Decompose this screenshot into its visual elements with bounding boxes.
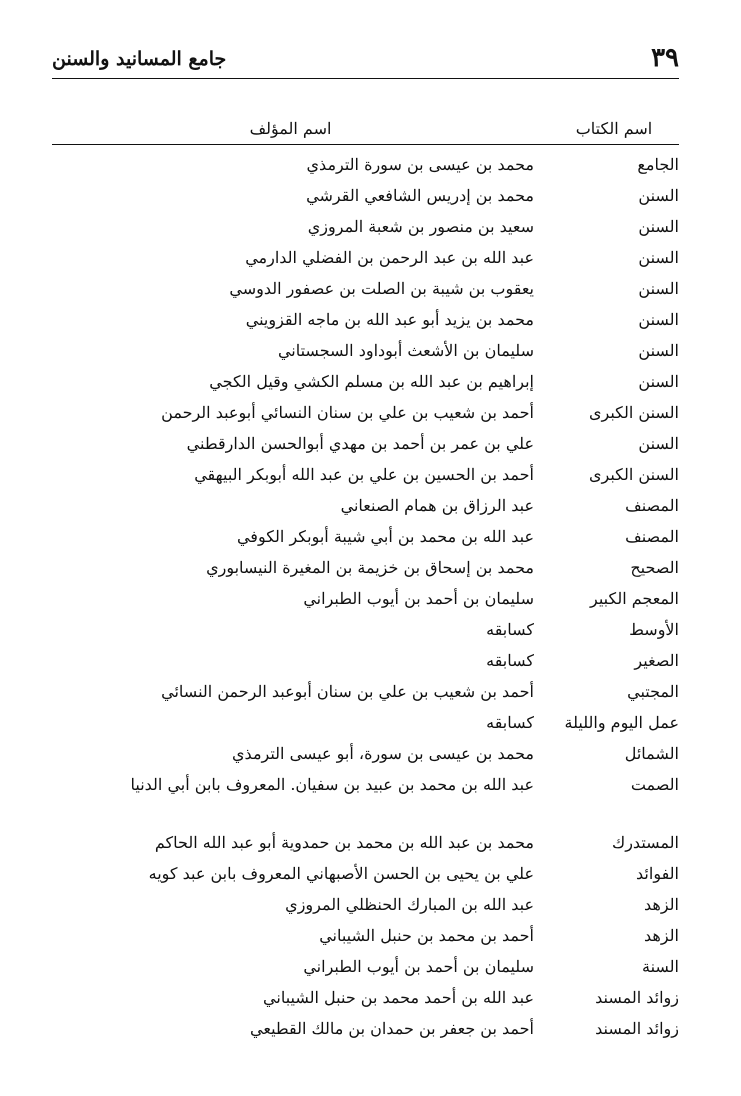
author-name: عبد الله بن محمد بن أبي شيبة أبوبكر الكوفي <box>236 527 534 546</box>
book-name: السنة <box>642 957 679 976</box>
book-name: السنن <box>638 217 679 236</box>
author-name: سليمان بن أحمد بن أيوب الطبراني <box>303 957 534 976</box>
author-name: محمد بن إسحاق بن خزيمة بن المغيرة النيسابوري <box>206 558 534 577</box>
author-name: سليمان بن أحمد بن أيوب الطبراني <box>303 589 534 608</box>
table-row <box>52 397 679 428</box>
author-name: أحمد بن الحسين بن علي بن عبد الله أبوبكر البيهقي <box>194 465 534 484</box>
book-name: الزهد <box>644 926 679 945</box>
table-row <box>52 951 679 982</box>
author-name: محمد بن عيسى بن سورة الترمذي <box>306 155 534 174</box>
book-title: جامع المسانيد والسنن <box>52 48 227 70</box>
column-header-book: اسم الكتاب <box>575 119 653 138</box>
book-name: السنن <box>638 248 679 267</box>
book-name: الزهد <box>644 895 679 914</box>
author-name: محمد بن عبد الله بن محمد بن حمدوية أبو عبد الله الحاكم <box>154 833 534 852</box>
table-row <box>52 490 679 521</box>
book-name: الجامع <box>637 155 679 174</box>
table-row <box>52 738 679 769</box>
page-number: ٣٩ <box>651 43 679 73</box>
table-row <box>52 242 679 273</box>
author-name: سعيد بن منصور بن شعبة المروزي <box>307 217 534 236</box>
author-name: كسابقه <box>486 651 534 670</box>
table-row <box>52 521 679 552</box>
table-row <box>52 982 679 1013</box>
author-name: محمد بن إدريس الشافعي القرشي <box>306 186 534 205</box>
table-row <box>52 335 679 366</box>
author-name: عبد الله بن محمد بن عبيد بن سفيان. المعروف بابن أبي الدنيا <box>130 775 534 794</box>
book-name: المجتبي <box>627 682 679 701</box>
book-name: الشمائل <box>624 744 679 763</box>
table-row <box>52 273 679 304</box>
table-row <box>52 769 679 827</box>
book-name: السنن <box>638 434 679 453</box>
book-name: الأوسط <box>629 620 679 639</box>
table-row <box>52 889 679 920</box>
book-name: السنن <box>638 310 679 329</box>
book-name: عمل اليوم والليلة <box>564 713 679 732</box>
table-row <box>52 645 679 676</box>
table-row <box>52 459 679 490</box>
author-name: محمد بن يزيد أبو عبد الله بن ماجه القزويني <box>245 310 534 329</box>
table-row <box>52 428 679 459</box>
author-name: كسابقه <box>486 713 534 732</box>
author-name: أحمد بن محمد بن حنبل الشيباني <box>319 926 534 945</box>
author-name: سليمان بن الأشعث أبوداود السجستاني <box>277 341 534 360</box>
table-row <box>52 180 679 211</box>
table-row <box>52 1013 679 1044</box>
book-name: الصغير <box>634 651 679 670</box>
table-row <box>52 827 679 858</box>
book-name: زوائد المسند <box>595 1019 679 1038</box>
author-name: عبد الله بن عبد الرحمن بن الفضلي الدارمي <box>245 248 534 267</box>
book-name: الصمت <box>630 775 679 794</box>
table-row <box>52 920 679 951</box>
book-name: زوائد المسند <box>595 988 679 1007</box>
author-name: علي بن عمر بن أحمد بن مهدي أبوالحسن الدارقطني <box>186 434 534 453</box>
book-name: السنن <box>638 186 679 205</box>
book-name: السنن الكبرى <box>588 403 679 422</box>
author-name: إبراهيم بن عبد الله بن مسلم الكشي وقيل الكجي <box>209 372 534 391</box>
book-name: المعجم الكبير <box>590 589 679 608</box>
book-name: الفوائد <box>636 864 679 883</box>
table-row <box>52 676 679 707</box>
running-head <box>52 40 679 76</box>
author-name: عبد الله بن أحمد محمد بن حنبل الشيباني <box>263 988 534 1007</box>
author-name: يعقوب بن شيبة بن الصلت بن عصفور الدوسي <box>229 279 534 298</box>
book-name: السنن <box>638 372 679 391</box>
table-row <box>52 614 679 645</box>
book-name: السنن الكبرى <box>588 465 679 484</box>
column-header-author: اسم المؤلف <box>249 119 332 138</box>
book-name: السنن <box>638 279 679 298</box>
author-name: علي بن يحيى بن الحسن الأصبهاني المعروف بابن عبد كويه <box>148 864 534 883</box>
table-row <box>52 583 679 614</box>
table-row <box>52 211 679 242</box>
author-name: أحمد بن جعفر بن حمدان بن مالك القطيعي <box>250 1019 534 1038</box>
author-name: محمد بن عيسى بن سورة، أبو عيسى الترمذي <box>232 744 534 763</box>
books-table <box>52 116 679 1044</box>
table-header <box>52 116 679 145</box>
table-row <box>52 366 679 397</box>
book-name: المستدرك <box>612 833 679 852</box>
table-row <box>52 304 679 335</box>
author-name: أحمد بن شعيب بن علي بن سنان النسائي أبوعبد الرحمن <box>161 403 534 422</box>
table-row <box>52 858 679 889</box>
author-name: عبد الله بن المبارك الحنظلي المروزي <box>285 895 534 914</box>
book-name: الصحيح <box>630 558 679 577</box>
book-name: المصنف <box>625 527 679 546</box>
book-name: المصنف <box>625 496 679 515</box>
table-row <box>52 149 679 180</box>
author-name: عبد الرزاق بن همام الصنعاني <box>340 496 534 515</box>
header-divider <box>52 78 679 79</box>
author-name: أحمد بن شعيب بن علي بن سنان أبوعبد الرحمن النسائي <box>161 682 534 701</box>
author-name: كسابقه <box>486 620 534 639</box>
table-row <box>52 552 679 583</box>
table-row <box>52 707 679 738</box>
book-name: السنن <box>638 341 679 360</box>
